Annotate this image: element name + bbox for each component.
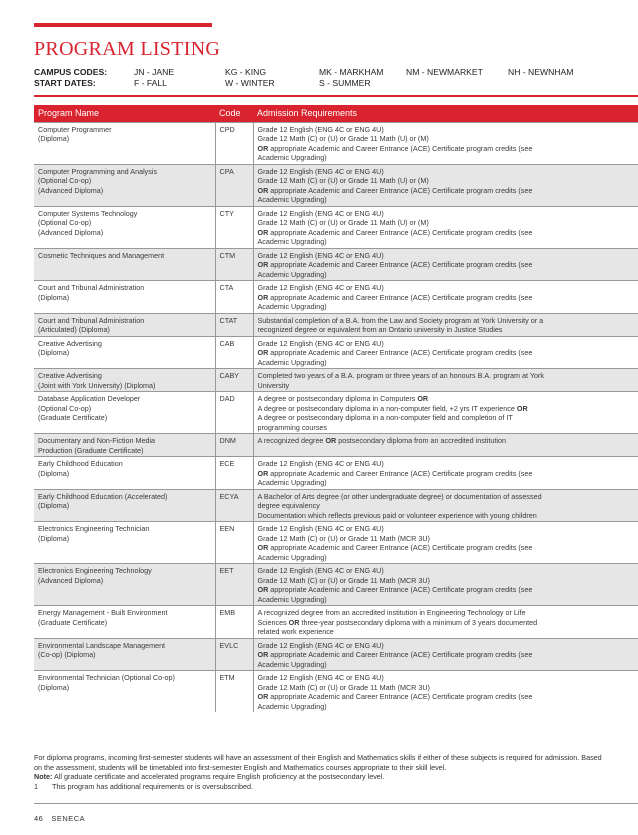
requirement-line: Grade 12 Math (C) or (U) or Grade 11 Math (MCR 3U) (257, 682, 430, 692)
program-name-cell (34, 122, 215, 164)
program-name-line: Early Childhood Education (Accelerated) (38, 491, 168, 501)
requirement-line: OR appropriate Academic and Career Entrance (ACE) Certificate program credits (see (257, 185, 533, 195)
program-name-line: (Diploma) (38, 468, 70, 478)
requirement-line: A degree or postsecondary diploma in Computers OR (257, 394, 429, 403)
admission-requirements-cell (253, 336, 638, 369)
program-name-cell (34, 564, 215, 606)
note-label: Note: (34, 772, 53, 782)
table-row (34, 638, 638, 671)
program-name-cell (34, 489, 215, 522)
program-name-line: Computer Programming and Analysis (38, 166, 158, 176)
admission-requirements-cell (253, 281, 638, 314)
requirement-line: A Bachelor of Arts degree (or other undergraduate degree) or documentation of assessed (257, 491, 542, 501)
campus-code: KG - KING (225, 67, 267, 77)
requirement-line: Grade 12 Math (C) or (U) or Grade 11 Math (U) or (M) (257, 176, 429, 185)
table-row (34, 164, 638, 206)
admission-requirements-cell (253, 248, 638, 281)
table-row (34, 522, 638, 564)
header-accent-bar (34, 23, 212, 27)
program-name-line: (Diploma) (38, 533, 70, 543)
program-code-cell: CAB (215, 336, 253, 369)
program-name-cell (34, 313, 215, 336)
table-row (34, 122, 638, 164)
admission-requirements-cell (253, 392, 638, 434)
program-code-cell: CTA (215, 281, 253, 314)
program-name-line: (Co-op) (Diploma) (38, 650, 96, 659)
requirement-line: University (257, 380, 290, 390)
program-table (34, 105, 638, 712)
program-name-line: (Optional Co-op) (38, 176, 92, 185)
requirement-line: Academic Upgrading) (257, 478, 327, 487)
table-row (34, 281, 638, 314)
program-name-line: (Optional Co-op) (38, 218, 92, 227)
program-name-line: (Diploma) (38, 292, 70, 302)
requirement-line: OR appropriate Academic and Career Entrance (ACE) Certificate program credits (see (257, 260, 533, 269)
program-name-line: Computer Programmer (38, 124, 112, 134)
program-code-cell: ECE (215, 457, 253, 490)
requirement-line: Academic Upgrading) (257, 302, 327, 311)
admission-requirements-cell (253, 206, 638, 248)
program-code-cell: CPD (215, 122, 253, 164)
program-name-line: (Advanced Diploma) (38, 227, 104, 237)
admission-requirements-cell (253, 489, 638, 522)
program-code-cell: DAD (215, 392, 253, 434)
program-name-cell (34, 281, 215, 314)
program-name-line: Court and Tribunal Administration (38, 315, 145, 325)
requirement-line: A recognized degree from an accredited institution in Engineering Technology or Life (257, 608, 526, 617)
table-body (34, 122, 638, 712)
program-name-cell (34, 206, 215, 248)
program-name-cell (34, 336, 215, 369)
footnote-text: This program has additional requirements or is oversubscribed. (52, 781, 253, 791)
requirement-line: OR appropriate Academic and Career Entrance (ACE) Certificate program credits (see (257, 292, 533, 302)
program-name-cell (34, 369, 215, 392)
requirement-line: Academic Upgrading) (257, 659, 327, 669)
requirement-line: Grade 12 Math (C) or (U) or Grade 11 Math (U) or (M) (257, 218, 429, 227)
program-name-line: Database Application Developer (38, 394, 141, 403)
program-name-line: (Diploma) (38, 682, 70, 692)
start-date-code: S - SUMMER (319, 78, 371, 88)
program-name-line: Electronics Engineering Technician (38, 524, 150, 533)
column-header-program-name: Program Name (34, 105, 215, 122)
program-name-line: (Optional Co-op) (38, 403, 92, 413)
requirement-line: Documentation which reflects previous paid or volunteer experience with young children (257, 510, 537, 520)
program-name-line: Electronics Engineering Technology (38, 566, 152, 575)
program-name-cell (34, 638, 215, 671)
admission-requirements-cell (253, 164, 638, 206)
program-name-line: Environmental Technician (Optional Co-op) (38, 673, 175, 682)
program-name-cell (34, 164, 215, 206)
admission-requirements-cell (253, 564, 638, 606)
requirement-line: Grade 12 Math (C) or (U) or Grade 11 Math (U) or (M) (257, 134, 429, 143)
admission-requirements-cell (253, 522, 638, 564)
program-name-line: (Diploma) (38, 501, 70, 510)
table-row (34, 206, 638, 248)
requirement-line: A recognized degree OR postsecondary diploma from an accredited institution (257, 436, 507, 445)
column-header-admission-requirements: Admission Requirements (253, 105, 638, 122)
program-name-line: (Articulated) (Diploma) (38, 325, 110, 334)
table-row (34, 392, 638, 434)
requirement-line: Academic Upgrading) (257, 594, 327, 604)
requirement-line: Academic Upgrading) (257, 357, 327, 367)
requirement-line: A degree or postsecondary diploma in a non-computer field, +2 yrs IT experience OR (257, 403, 528, 413)
requirement-line: OR appropriate Academic and Career Entrance (ACE) Certificate program credits (see (257, 585, 533, 594)
requirement-line: A degree or postsecondary diploma in a non-computer field and completion of IT (257, 413, 513, 422)
program-name-line: (Advanced Diploma) (38, 575, 104, 585)
requirement-line: Grade 12 English (ENG 4C or ENG 4U) (257, 673, 384, 682)
program-name-line: Court and Tribunal Administration (38, 283, 145, 292)
program-code-cell: EMB (215, 606, 253, 639)
admission-requirements-cell (253, 457, 638, 490)
start-date-code: F - FALL (134, 78, 167, 88)
table-row (34, 369, 638, 392)
campus-codes-legend (34, 67, 573, 89)
table-row (34, 336, 638, 369)
requirement-line: Academic Upgrading) (257, 552, 327, 562)
requirement-line: programming courses (257, 422, 328, 432)
footer-note (34, 772, 609, 782)
table-row (34, 671, 638, 713)
program-code-cell: CTAT (215, 313, 253, 336)
program-name-line: Environmental Landscape Management (38, 640, 166, 650)
program-name-line: Energy Management - Built Environment (38, 608, 168, 617)
requirement-line: OR appropriate Academic and Career Entrance (ACE) Certificate program credits (see (257, 227, 533, 237)
program-name-line: Cosmetic Techniques and Management (38, 250, 165, 260)
program-name-line: Early Childhood Education (38, 459, 123, 468)
requirement-line: OR appropriate Academic and Career Entrance (ACE) Certificate program credits (see (257, 543, 533, 552)
campus-code: NH - NEWNHAM (508, 67, 574, 77)
requirement-line: recognized degree or equivalent from an Ontario university in Justice Studies (257, 325, 503, 334)
admission-requirements-cell (253, 122, 638, 164)
requirement-line: OR appropriate Academic and Career Entrance (ACE) Certificate program credits (see (257, 692, 533, 701)
program-code-cell: EET (215, 564, 253, 606)
table-row (34, 606, 638, 639)
program-name-line: (Diploma) (38, 134, 70, 143)
column-header-code: Code (215, 105, 253, 122)
requirement-line: Grade 12 English (ENG 4C or ENG 4U) (257, 124, 384, 134)
table-row (34, 564, 638, 606)
requirement-line: Grade 12 English (ENG 4C or ENG 4U) (257, 524, 384, 533)
footnote-number: 1 (34, 781, 38, 791)
campus-code: JN - JANE (134, 67, 175, 77)
table-row (34, 434, 638, 457)
admission-requirements-cell (253, 434, 638, 457)
start-dates-label: START DATES: (34, 78, 96, 88)
program-name-line: Computer Systems Technology (38, 208, 138, 218)
requirement-line: Grade 12 English (ENG 4C or ENG 4U) (257, 459, 384, 468)
requirement-line: related work experience (257, 627, 334, 636)
page-title: PROGRAM LISTING (34, 38, 221, 60)
program-name-line: (Diploma) (38, 348, 70, 357)
requirement-line: OR appropriate Academic and Career Entrance (ACE) Certificate program credits (see (257, 348, 533, 357)
requirement-line: Completed two years of a B.A. program or three years of an honours B.A. program at York (257, 371, 544, 380)
admission-requirements-cell (253, 313, 638, 336)
requirement-line: Sciences OR three-year postsecondary diploma with a minimum of 3 years documented (257, 617, 538, 627)
campus-codes-label: CAMPUS CODES: (34, 67, 108, 77)
program-name-line: Documentary and Non-Fiction Media (38, 436, 156, 445)
program-name-line: Creative Advertising (38, 371, 102, 380)
requirement-line: degree equivalency (257, 501, 320, 510)
program-name-cell (34, 457, 215, 490)
program-name-cell (34, 434, 215, 457)
header-divider (34, 95, 638, 97)
requirement-line: Grade 12 English (ENG 4C or ENG 4U) (257, 250, 384, 260)
requirement-line: Academic Upgrading) (257, 269, 327, 279)
program-name-cell (34, 671, 215, 713)
requirement-line: Substantial completion of a B.A. from the Law and Society program at York University or a (257, 315, 544, 325)
program-code-cell: EVLC (215, 638, 253, 671)
requirement-line: Academic Upgrading) (257, 195, 327, 204)
requirement-line: Grade 12 English (ENG 4C or ENG 4U) (257, 338, 384, 348)
note-text: All graduate certificate and accelerated programs require English proficiency at the postsecondary level. (52, 772, 385, 782)
page-footer (34, 814, 93, 823)
program-name-line: Production (Graduate Certificate) (38, 445, 144, 455)
requirement-line: Academic Upgrading) (257, 701, 327, 711)
footer-paragraph: For diploma programs, incoming first-semester students will have an assessment of their English and Mathematics skills if either of these subjects is required for admission. Based on the assessment, students will be timetabled into first-semester English and Mathematics courses appropriate to their skill level. (34, 753, 602, 772)
program-name-line: Creative Advertising (38, 338, 102, 348)
admission-requirements-cell (253, 606, 638, 639)
table-row (34, 489, 638, 522)
program-name-cell (34, 248, 215, 281)
footer-notes (34, 753, 609, 791)
program-name-line: (Advanced Diploma) (38, 185, 104, 195)
footer-divider (34, 803, 638, 804)
admission-requirements-cell (253, 369, 638, 392)
program-code-cell: CPA (215, 164, 253, 206)
campus-code: MK - MARKHAM (319, 67, 384, 77)
table-row (34, 313, 638, 336)
program-code-cell: CABY (215, 369, 253, 392)
program-code-cell: ECYA (215, 489, 253, 522)
requirement-line: Grade 12 English (ENG 4C or ENG 4U) (257, 283, 384, 292)
start-date-code: W - WINTER (225, 78, 275, 88)
program-name-cell (34, 522, 215, 564)
requirement-line: Grade 12 Math (C) or (U) or Grade 11 Math (MCR 3U) (257, 533, 430, 543)
requirement-line: OR appropriate Academic and Career Entrance (ACE) Certificate program credits (see (257, 143, 533, 153)
requirement-line: Grade 12 English (ENG 4C or ENG 4U) (257, 566, 384, 575)
campus-code: NM - NEWMARKET (406, 67, 483, 77)
program-name-cell (34, 392, 215, 434)
program-code-cell: ETM (215, 671, 253, 713)
program-name-cell (34, 606, 215, 639)
footnote (34, 782, 609, 792)
requirement-line: Academic Upgrading) (257, 237, 327, 246)
admission-requirements-cell (253, 638, 638, 671)
requirement-line: Grade 12 English (ENG 4C or ENG 4U) (257, 640, 384, 650)
admission-requirements-cell (253, 671, 638, 713)
requirement-line: OR appropriate Academic and Career Entrance (ACE) Certificate program credits (see (257, 650, 533, 659)
table-row (34, 248, 638, 281)
program-name-line: (Graduate Certificate) (38, 617, 108, 627)
program-code-cell: EEN (215, 522, 253, 564)
program-name-line: (Joint with York University) (Diploma) (38, 380, 156, 390)
program-code-cell: CTM (215, 248, 253, 281)
requirement-line: Grade 12 English (ENG 4C or ENG 4U) (257, 208, 384, 218)
requirement-line: OR appropriate Academic and Career Entrance (ACE) Certificate program credits (see (257, 468, 533, 478)
program-code-cell: CTY (215, 206, 253, 248)
requirement-line: Grade 12 English (ENG 4C or ENG 4U) (257, 166, 384, 176)
program-name-line: (Graduate Certificate) (38, 413, 108, 422)
table-row (34, 457, 638, 490)
requirement-line: Academic Upgrading) (257, 153, 327, 162)
program-code-cell: DNM (215, 434, 253, 457)
requirement-line: Grade 12 Math (C) or (U) or Grade 11 Math (MCR 3U) (257, 575, 430, 585)
page-number: 46 (34, 814, 44, 823)
table-header-row (34, 105, 638, 122)
brand-name: SENECA (51, 814, 86, 823)
